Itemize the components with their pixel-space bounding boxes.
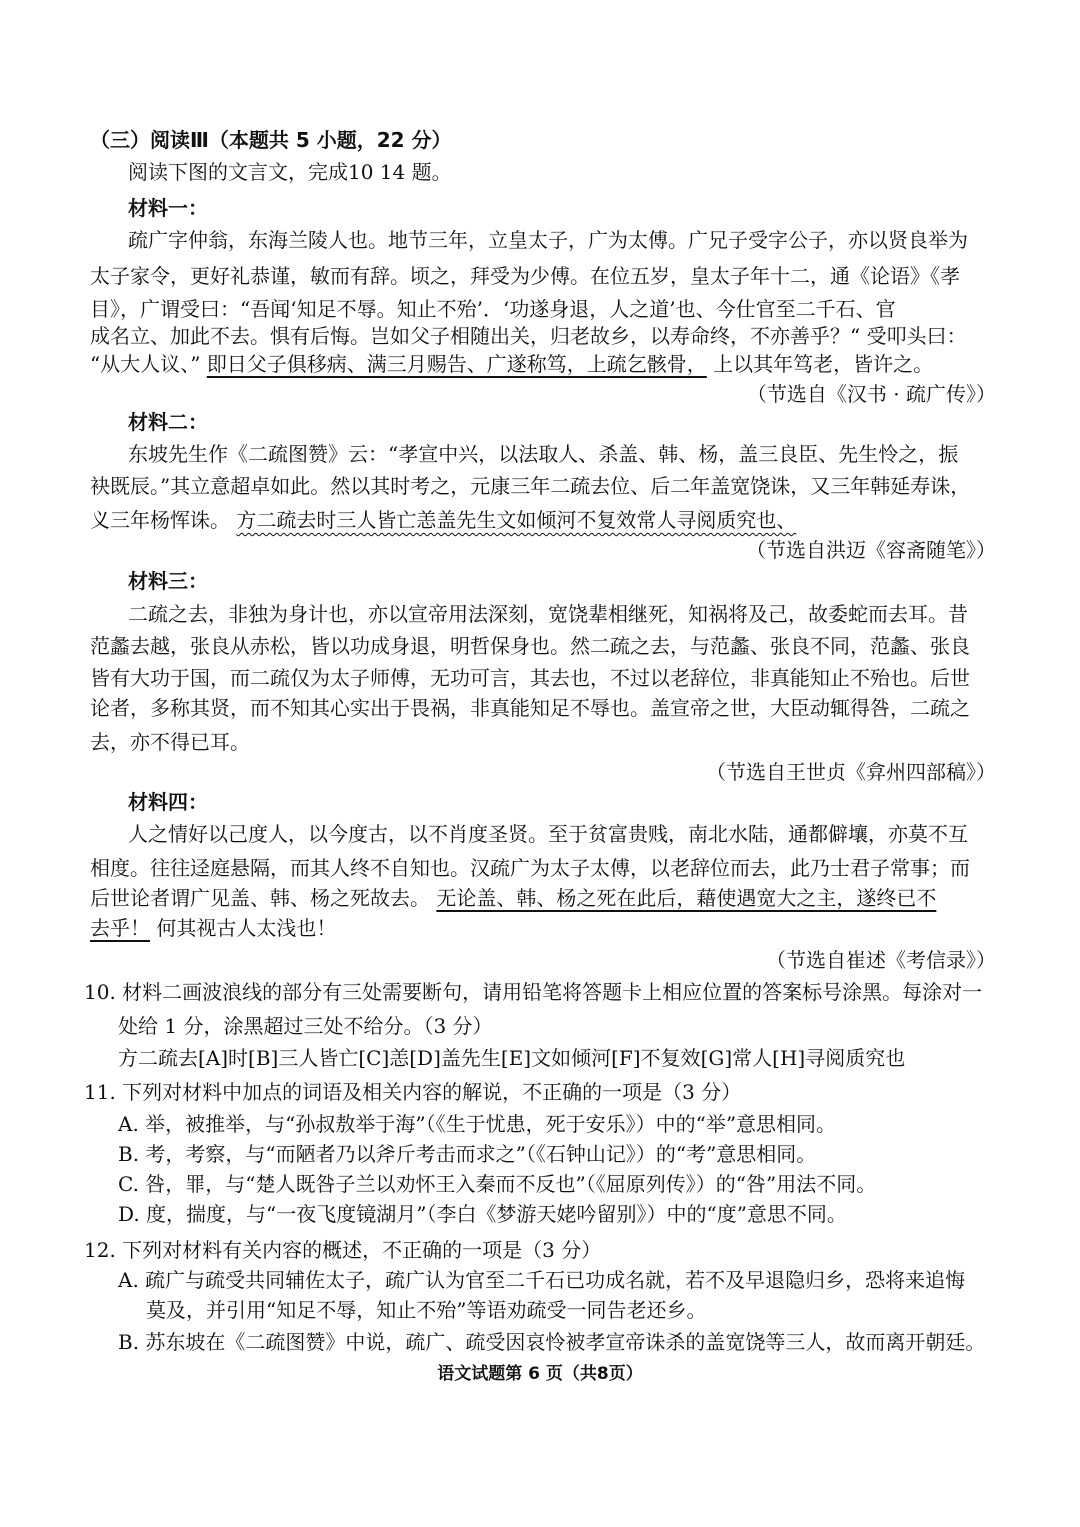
material2-wavy-passage: 方二疏去时三人皆亡恙盖先生文如倾河不复效常人寻阅质究也、: [236, 508, 797, 532]
material1-line: [0, 350, 1080, 378]
page-footer: 语文试题第 6 页（共8页）: [437, 1364, 643, 1384]
material1-quote: “从大人议、”: [90, 352, 201, 376]
question-10-stem: 10. 材料二画波浪线的部分有三处需要断句，请用铅笔将答题卡上相应位置的答案标号涂黑。每涂对一: [84, 980, 983, 1004]
material2-title: 材料二：: [128, 410, 208, 434]
material3-line: 皆有大功于国，而二疏仅为太子师傅，无功可言，其去也，不过以老辞位，非真能知止不殆也。后世: [90, 666, 970, 690]
question-12-stem: 12. 下列对材料有关内容的概述，不正确的一项是（3 分）: [84, 1238, 602, 1262]
material2-line: 袂既辰。”其立意超卓如此。然以其时考之，元康三年二疏去位、后二年盖宽饶诛，又三年韩延寿诛，: [90, 474, 971, 498]
material4-tail: 何其视古人太浅也！: [156, 916, 337, 940]
material1-line: 疏广字仲翁，东海兰陵人也。地节三年，立皇太子，广为太傅。广兄子受字公子，亦以贤良举为: [128, 228, 968, 252]
material3-line: 去，亦不得已耳。: [90, 730, 250, 754]
question-10-stem-cont: 处给 1 分，涂黑超过三处不给分。（3 分）: [118, 1014, 493, 1038]
material3-line: 范蠡去越，张良从赤松，皆以功成身退，明哲保身也。然二疏之去，与范蠡、张良不同，范蠡、张良: [90, 634, 970, 658]
material3-line: 论者，多称其贤，而不知其心实出于畏祸，非真能知足不辱也。盖宣帝之世，大臣动辄得咎，二疏之: [90, 696, 970, 720]
material1-tail: 上以其年笃老，皆许之。: [713, 352, 934, 376]
material4-source: （节选自崔述《考信录》）: [766, 948, 996, 972]
material1-line: 太子家令，更好礼恭谨，敏而有辞。顷之，拜受为少傅。在位五岁，皇太子年十二，通《论语》《孝: [90, 264, 960, 288]
material4-line: [0, 914, 1080, 942]
material4-title: 材料四：: [128, 790, 208, 814]
material4-underlined-end: 去乎！: [90, 916, 150, 940]
material1-title: 材料一：: [128, 196, 208, 220]
material1-underlined: 即日父子俱移病、满三月赐告、广遂称笃，上疏乞骸骨，: [206, 352, 707, 376]
question-11-option-d: D. 度，揣度，与“一夜飞度镜湖月”（李白《梦游天姥吟留别》）中的“度”意思不同。: [118, 1202, 847, 1226]
material2-text: 义三年杨恽诛。: [90, 508, 230, 532]
question-11-option-b: B. 考，考察，与“而陋者乃以斧斤考击而求之”（《石钟山记》）的“考”意思相同。: [118, 1142, 817, 1166]
question-12-option-a: A. 疏广与疏受共同辅佐太子，疏广认为官至二千石已功成名就，若不及早退隐归乡，恐将来追悔: [118, 1268, 966, 1292]
material2-line: 东坡先生作《二疏图赞》云：“孝宣中兴，以法取人、杀盖、韩、杨，盖三良臣、先生怜之，振: [128, 442, 959, 466]
material4-text: 后世论者谓广见盖、韩、杨之死故去。: [90, 886, 430, 910]
question-11-option-c: C. 咎，罪，与“楚人既咎子兰以劝怀王入秦而不反也”（《屈原列传》）的“咎”用法不同。: [118, 1172, 877, 1196]
material2-line: [0, 506, 1080, 534]
question-11-option-a: A. 举，被推举，与“孙叔敖举于海”（《生于忧患，死于安乐》）中的“举”意思相同。: [118, 1112, 837, 1136]
material3-title: 材料三：: [128, 569, 208, 593]
material4-line: [0, 884, 1080, 912]
material4-line: 人之情好以己度人，以今度古，以不肖度圣贤。至于贫富贵贱，南北水陆，通都僻壤，亦莫不互: [128, 822, 968, 846]
question-12-option-b: B. 苏东坡在《二疏图赞》中说，疏广、疏受因哀怜被孝宣帝诛杀的盖宽饶等三人，故而离开朝廷。: [118, 1330, 986, 1354]
question-10-options: 方二疏去[A]时[B]三人皆亡[C]恙[D]盖先生[E]文如倾河[F]不复效[G]常人[H]寻阅质究也: [118, 1046, 906, 1070]
material4-underlined: 无论盖、韩、杨之死在此后，藉使遇宽大之主，遂终已不: [436, 886, 937, 910]
material3-source: （节选自王世贞《弇州四部稿》）: [706, 760, 996, 784]
material2-source: （节选自洪迈《容斋随笔》）: [746, 538, 996, 562]
material1-line: 目》，广谓受曰：“吾闻‘知足不辱。知止不殆’．‘功遂身退，人之道’也、今仕官至二千石、官: [90, 297, 896, 321]
material1-source: （节选自《汉书 · 疏广传》）: [746, 382, 996, 406]
material4-line: 相度。往往迳庭悬隔，而其人终不自知也。汉疏广为太子太傅，以老辞位而去，此乃士君子常事；而: [90, 856, 970, 880]
material3-line: 二疏之去，非独为身计也，亦以宣帝用法深刻，宽饶辈相继死，知祸将及己，故委蛇而去耳。昔: [128, 602, 968, 626]
question-12-option-a-cont: 莫及，并引用“知足不辱，知止不殆”等语劝疏受一同告老还乡。: [146, 1298, 707, 1322]
section-instruction: 阅读下图的文言文，完成10 14 题。: [128, 160, 452, 184]
question-11-stem: 11. 下列对材料中加点的词语及相关内容的解说，不正确的一项是（3 分）: [84, 1080, 742, 1104]
section-heading: （三）阅读Ⅲ（本题共 5 小题，22 分）: [90, 128, 452, 152]
material1-line: 成名立、加此不去。惧有后悔。岂如父子相随出关，归老故乡，以寿命终，不亦善乎？“ 受叩头曰：: [90, 324, 967, 348]
